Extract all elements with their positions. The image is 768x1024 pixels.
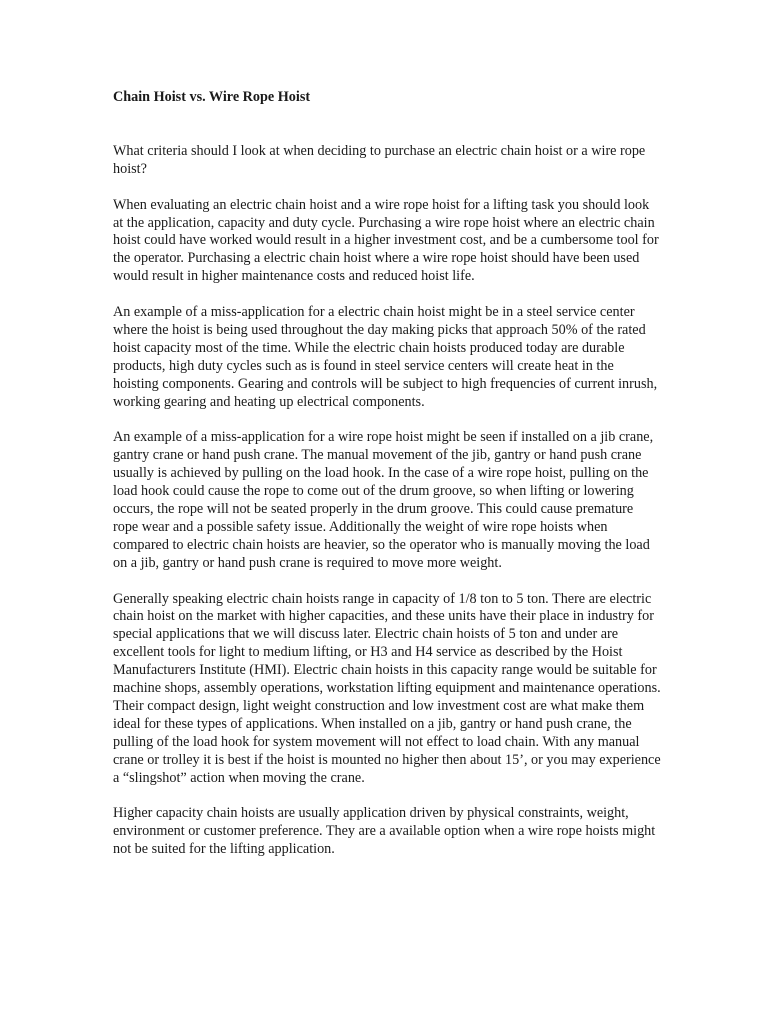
paragraph: An example of a miss-application for a wire rope hoist might be seen if installed on a jib crane, gantry crane or hand push crane. The manual movement of the jib, gantry or hand push crane usually is achieved by pulling on the load hook. In the case of a wire rope hoist, pulling on the load hook could cause the rope to come out of the drum groove, so when lifting or lowering occurs, the rope will not be seated properly in the drum groove. This could cause premature rope wear and a possible safety issue. Additionally the weight of wire rope hoists when compared to electric chain hoists are heavier, so the operator who is manually moving the load on a jib, gantry or hand push crane is required to move more weight. [113, 429, 654, 571]
document-body [113, 89, 661, 877]
paragraph: An example of a miss-application for a electric chain hoist might be in a steel service center where the hoist is being used throughout the day making picks that approach 50% of the rated hoist capacity most of the time. While the electric chain hoists produced today are durable products, high duty cycles such as is found in steel service centers will create heat in the hoisting components. Gearing and controls will be subject to high frequencies of current inrush, working gearing and heating up electrical components. [113, 304, 658, 410]
paragraph: Generally speaking electric chain hoists range in capacity of 1/8 ton to 5 ton. There are electric chain hoist on the market with higher capacities, and these units have their place in industry for special applications that we will discuss later. Electric chain hoists of 5 ton and under are excellent tools for light to medium lifting, or H3 and H4 service as described by the Hoist Manufacturers Institute (HMI). Electric chain hoists in this capacity range would be suitable for machine shops, assembly operations, workstation lifting equipment and maintenance operations. Their compact design, light weight construction and low investment cost are what make them ideal for these types of applications. When installed on a jib, gantry or hand push crane, the pulling of the load hook for system movement will not effect to load chain. With any manual crane or trolley it is best if the hoist is mounted no higher then about 15’, or you may experience a “slingshot” action when moving the crane. [113, 590, 661, 786]
paragraph: What criteria should I look at when deciding to purchase an electric chain hoist or a wire rope hoist? [113, 142, 646, 177]
paragraph: Higher capacity chain hoists are usually application driven by physical constraints, weight, environment or customer preference. They are a available option when a wire rope hoists might not be suited for the lifting application. [113, 805, 656, 858]
paragraph: When evaluating an electric chain hoist and a wire rope hoist for a lifting task you should look at the application, capacity and duty cycle. Purchasing a wire rope hoist where an electric chain hoist could have worked would result in a higher investment cost, and be a cumbersome tool for the operator. Purchasing a electric chain hoist where a wire rope hoist should have been used would result in higher maintenance costs and reduced hoist life. [113, 196, 659, 285]
document-title: Chain Hoist vs. Wire Rope Hoist [113, 89, 311, 105]
